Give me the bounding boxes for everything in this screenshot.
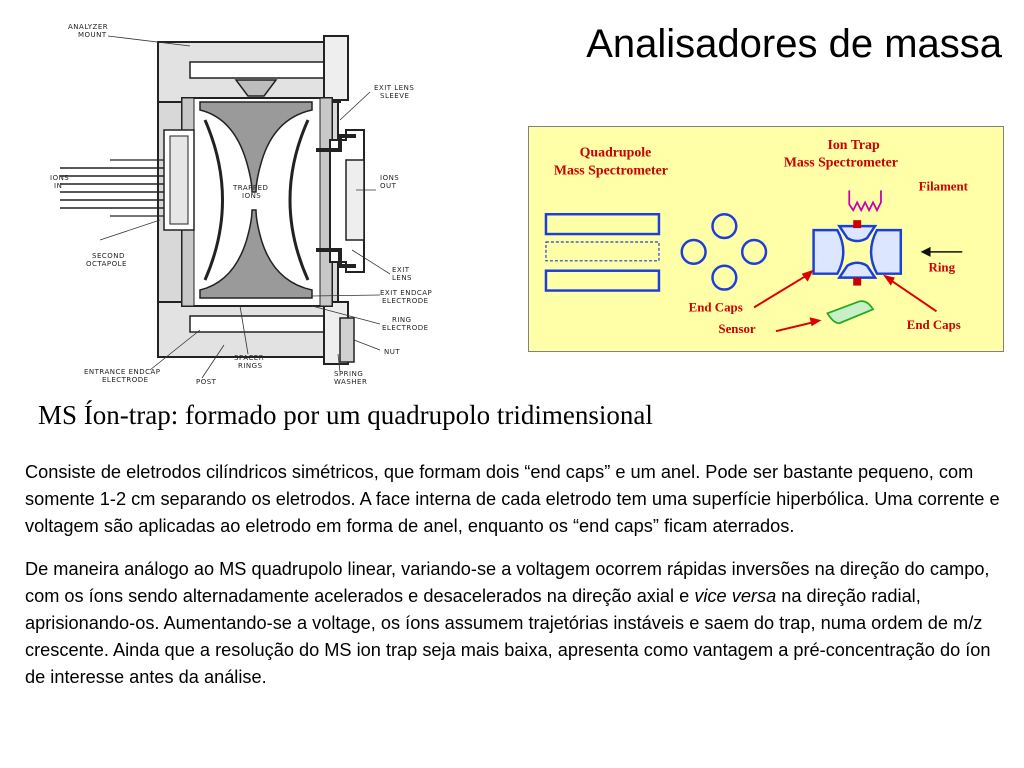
ring-arrowhead [921, 247, 931, 257]
label-ions-in: IONS [50, 174, 70, 182]
label-second-octapole-2: OCTAPOLE [86, 260, 127, 268]
label-spring-washer-2: WASHER [334, 378, 368, 386]
body-text [25, 459, 1015, 707]
label-ions-out-2: OUT [380, 182, 397, 190]
label-quadrupole-subtitle: Mass Spectrometer [553, 163, 668, 179]
label-sensor: Sensor [718, 322, 756, 337]
endcaps-arrowhead-right [883, 275, 895, 286]
endcaps-arrow-right [887, 278, 937, 312]
label-spring-washer: SPRING [334, 370, 364, 378]
quadrupole-vs-iontrap-diagram [528, 126, 1004, 352]
label-entrance-endcap: ENTRANCE ENDCAP [84, 368, 161, 376]
label-entrance-endcap-2: ELECTRODE [102, 376, 149, 384]
label-second-octapole: SECOND [92, 252, 125, 260]
iontrap-ring-top [839, 226, 875, 241]
rod-circle-left [682, 240, 706, 264]
label-exit-lens-sleeve-2: SLEEVE [380, 92, 410, 100]
iontrap-top-contact [853, 220, 861, 228]
label-trapped-ions: TRAPPED [233, 184, 269, 192]
label-iontrap-title: Ion Trap [827, 137, 880, 153]
rod-circle-top [712, 214, 736, 238]
label-exit-endcap: EXIT ENDCAP [380, 289, 433, 297]
label-exit-endcap-2: ELECTRODE [382, 297, 429, 305]
quadrupole-rod-top [546, 214, 659, 234]
quadrupole-rod-middle [546, 242, 659, 261]
label-spacer-rings: SPACER [234, 354, 265, 362]
label-analyzer-mount: ANALYZER [68, 23, 109, 31]
label-exit-lens-2: LENS [392, 274, 413, 282]
label-quadrupole-title: Quadrupole [579, 145, 652, 161]
label-post: POST [196, 378, 217, 386]
label-end-caps-left: End Caps [688, 300, 743, 315]
label-spacer-rings-2: RINGS [238, 362, 263, 370]
iontrap-bottom-contact [853, 278, 861, 286]
endcaps-arrowhead-left [802, 270, 814, 282]
label-end-caps-right: End Caps [906, 318, 961, 333]
label-ring-electrode-2: ELECTRODE [382, 324, 429, 332]
label-iontrap-subtitle: Mass Spectrometer [783, 155, 898, 171]
rod-circle-bottom [712, 266, 736, 290]
label-trapped-ions-2: IONS [242, 192, 262, 200]
paragraph-2-part-2: na direção radial, aprisionando-os. Aumentando-se a voltage, os íons assumem trajetórias instáveis e saem do trap, numa ordem de m/z crescente. Ainda que a resolução do MS ion trap seja mais baixa, apresenta como vantagem a pré-concentração do íon de interesse antes da análise. [25, 586, 991, 687]
label-ions-in-2: IN [54, 182, 63, 190]
sensor-arrowhead [810, 317, 822, 326]
paragraph-1: Consiste de eletrodos cilíndricos simétricos, que formam dois “end caps” e um anel. Pode ser bastante pequeno, com somente 1-2 cm separando os eletrodos. A face interna de cada eletrodo tem uma superfície hiperbólica. Uma corrente e voltagem são aplicadas ao eletrodo em forma de anel, enquanto os “end caps” ficam aterrados. [25, 462, 1000, 536]
label-exit-lens-sleeve: EXIT LENS [374, 84, 415, 92]
label-filament: Filament [918, 179, 968, 194]
paragraph-2 [25, 556, 1015, 691]
paragraph-2-italic: vice versa [694, 586, 777, 606]
label-nut: NUT [384, 348, 401, 356]
label-ring: Ring [928, 260, 956, 275]
filament-icon [849, 190, 881, 210]
label-exit-lens: EXIT [392, 266, 410, 274]
rod-circle-right [742, 240, 766, 264]
iontrap-ring-bottom [839, 263, 875, 278]
label-ions-out: IONS [380, 174, 400, 182]
iontrap-endcap-right [871, 230, 901, 274]
quadrupole-rod-bottom [546, 271, 659, 291]
endcaps-arrow-left [754, 274, 810, 308]
ion-trap-cross-section-diagram [40, 10, 460, 390]
sensor-icon [827, 301, 873, 323]
label-analyzer-mount-2: MOUNT [78, 31, 107, 39]
label-ring-electrode: RING [392, 316, 412, 324]
iontrap-endcap-left [814, 230, 844, 274]
slide-title: Analisadores de massa [586, 22, 1002, 66]
slide-subtitle: MS Íon-trap: formado por um quadrupolo tridimensional [38, 400, 653, 430]
paragraph-2-part-1: De maneira análogo ao MS quadrupolo linear, variando-se a voltagem ocorrem rápidas inversões na direção do campo, com os íons sendo alternadamente acelerados e desacelerados na direção axial e [25, 559, 990, 606]
